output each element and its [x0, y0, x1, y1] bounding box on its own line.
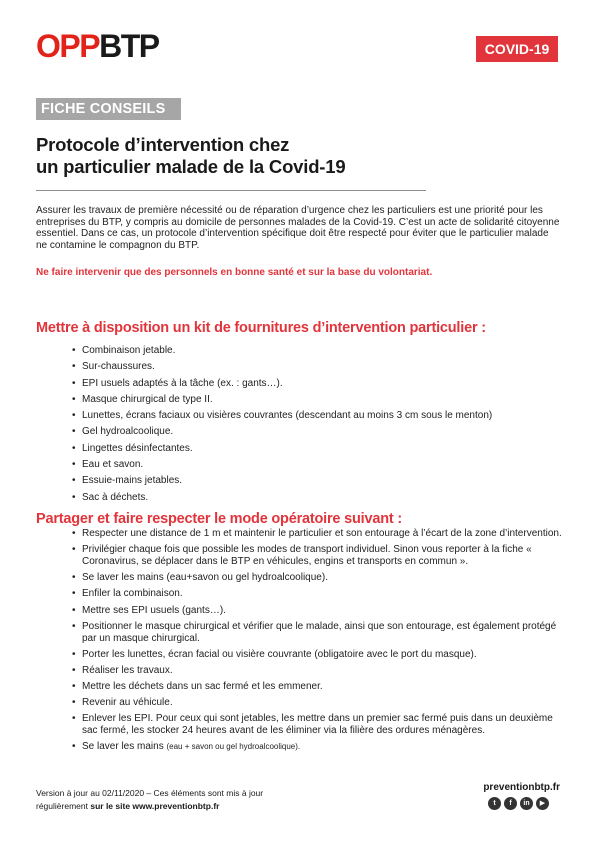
covid-badge: COVID-19	[476, 36, 558, 62]
procedure-list	[72, 528, 562, 758]
logo-opp-text: OPP	[36, 28, 100, 64]
footer-line-2-prefix: régulièrement	[36, 800, 88, 811]
list-item: • Combinaison jetable.	[72, 343, 542, 359]
list-item: • Réaliser les travaux.	[72, 665, 562, 677]
list-item: • Lingettes désinfectantes.	[72, 441, 542, 457]
list-item: • Enlever les EPI. Pour ceux qui sont jetables, les mettre dans un premier sac fermé puis dans un deuxième sac fermé, les stocker 24 heures avant de les éliminer via la filière des ordures ménagères.	[72, 713, 562, 737]
twitter-icon[interactable]: t	[488, 797, 501, 810]
list-item: • EPI usuels adaptés à la tâche (ex. : gants…).	[72, 376, 542, 392]
list-item: • Sur-chaussures.	[72, 359, 542, 375]
list-item: • Essuie-mains jetables.	[72, 473, 542, 489]
facebook-icon[interactable]: f	[504, 797, 517, 810]
list-item: • Eau et savon.	[72, 457, 542, 473]
social-icons	[488, 797, 554, 811]
list-item: • Privilégier chaque fois que possible les modes de transport individuel. Sinon vous reporter à la fiche « Coronavirus, se déplacer dans le BTP en véhicules, engins et transports en commun ».	[72, 544, 562, 568]
list-item: • Porter les lunettes, écran facial ou visière couvrante (obligatoire avec le port du masque).	[72, 649, 562, 661]
footer-version-note	[36, 787, 366, 812]
site-url[interactable]: preventionbtp.fr	[483, 782, 560, 793]
list-item	[72, 741, 562, 753]
list-item-small-text: (eau + savon ou gel hydroalcoolique).	[166, 742, 301, 752]
section-kit-title: Mettre à disposition un kit de fournitures d’intervention particulier :	[36, 320, 486, 336]
list-item: • Se laver les mains (eau+savon ou gel hydroalcoolique).	[72, 572, 562, 584]
list-item: • Mettre ses EPI usuels (gants…).	[72, 605, 562, 617]
page-title	[36, 134, 436, 178]
list-item-main-text: Se laver les mains	[82, 741, 164, 753]
list-item: • Respecter une distance de 1 m et maintenir le particulier et son entourage à l’écart de la zone d’intervention.	[72, 528, 562, 540]
list-item: • Masque chirurgical de type II.	[72, 392, 542, 408]
list-item: • Lunettes, écrans faciaux ou visières couvrantes (descendant au moins 3 cm sous le menton)	[72, 408, 542, 424]
logo-btp-text: BTP	[99, 28, 159, 64]
title-line-1: Protocole d’intervention chez	[36, 134, 290, 155]
list-item: • Mettre les déchets dans un sac fermé et les emmener.	[72, 681, 562, 693]
list-item: • Positionner le masque chirurgical et vérifier que le malade, ainsi que son entourage, est également protégé par un masque chirurgical.	[72, 621, 562, 645]
title-line-2: un particulier malade de la Covid-19	[36, 156, 346, 177]
intro-paragraph: Assurer les travaux de première nécessité ou de réparation d’urgence chez les particuliers est une priorité pour les entreprises du BTP, y compris au domicile de personnes malades de la Covid-19. C’est un acte de solidarité citoyenne essentiel. Dans ce cas, un protocole d’intervention spécifique doit être respecté pour éviter que le particulier malade ne contamine le compagnon du BTP.	[36, 205, 560, 251]
youtube-icon[interactable]: ▶	[536, 797, 549, 810]
footer-site-link[interactable]: sur le site www.preventionbtp.fr	[90, 800, 220, 811]
list-item: • Sac à déchets.	[72, 490, 542, 506]
linkedin-icon[interactable]: in	[520, 797, 533, 810]
list-item: • Enfiler la combinaison.	[72, 588, 562, 600]
warning-text: Ne faire intervenir que des personnels en bonne santé et sur la base du volontariat.	[36, 267, 433, 278]
kit-list	[72, 343, 542, 506]
fiche-conseils-tag: FICHE CONSEILS	[36, 98, 181, 120]
list-item: • Gel hydroalcoolique.	[72, 424, 542, 440]
title-divider	[36, 190, 426, 191]
list-item: • Revenir au véhicule.	[72, 697, 562, 709]
opp-btp-logo	[36, 30, 159, 62]
section-procedure-title: Partager et faire respecter le mode opératoire suivant :	[36, 511, 402, 527]
footer-line-1: Version à jour au 02/11/2020 – Ces éléments sont mis à jour	[36, 788, 264, 798]
